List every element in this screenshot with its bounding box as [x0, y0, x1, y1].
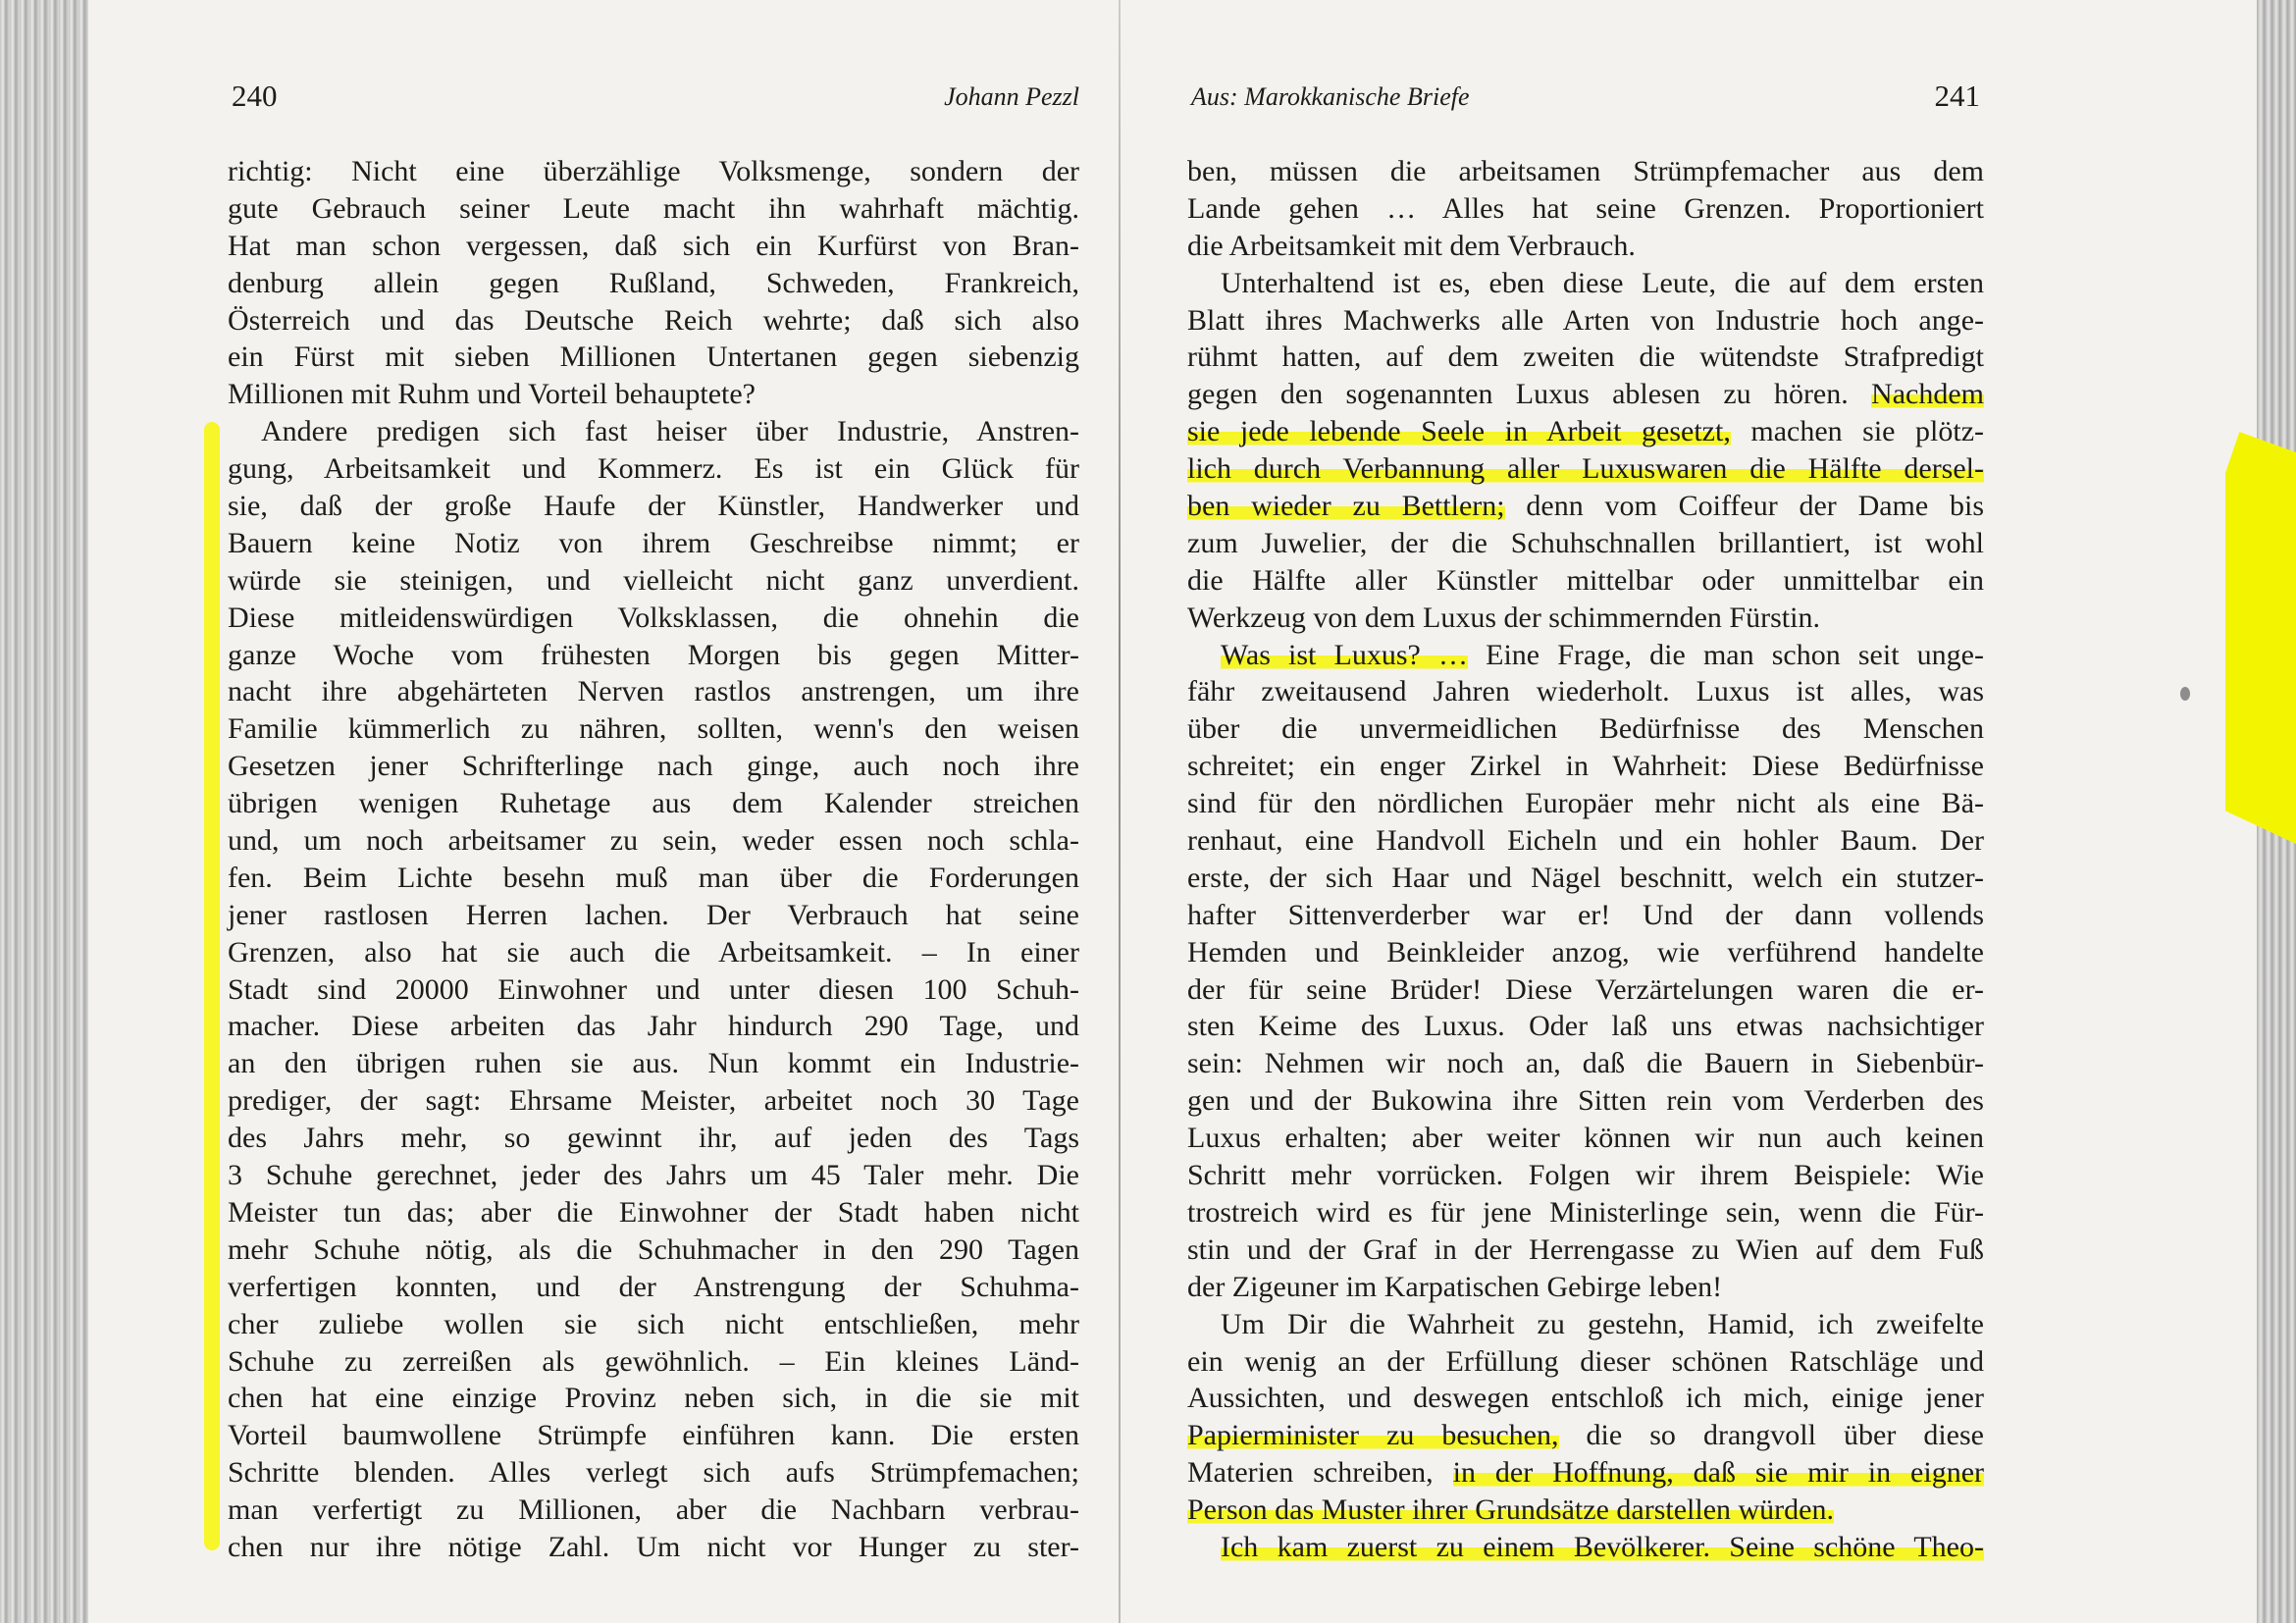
text-line [1187, 785, 1984, 822]
text-segment: rühmt hatten, auf dem zweiten die wütendste Strafpredigt [1187, 340, 1984, 374]
text-line: Österreich und das Deutsche Reich wehrte; daß sich also [228, 303, 1079, 337]
text-line [1187, 376, 1984, 413]
text-line [1187, 1380, 1984, 1417]
text-segment: Schritt mehr vorrücken. Folgen wir ihrem Beispiele: Wie [1187, 1159, 1984, 1192]
text-line: würde sie steinigen, und vielleicht nicht ganz unverdient. [228, 563, 1079, 597]
text-line [1187, 525, 1984, 562]
scan-left-edge [0, 0, 88, 1623]
highlighted-text: ben wieder zu Bettlern; [1187, 490, 1505, 523]
text-line: Stadt sind 20000 Einwohner und unter diesen 100 Schuh- [228, 972, 1079, 1006]
text-line: nacht ihre abgehärteten Nerven rastlos anstrengen, um ihre [228, 675, 1079, 708]
text-line [1187, 1082, 1984, 1120]
text-line: Meister tun das; aber die Einwohner der Stadt haben nicht [228, 1195, 1079, 1229]
text-segment: Hemden und Beinkleider anzog, wie verführend handelte [1187, 935, 1984, 969]
text-line: Hat man schon vergessen, daß sich ein Kurfürst von Bran- [228, 229, 1079, 262]
text-line: ein Fürst mit sieben Millionen Untertanen gegen siebenzig [228, 340, 1079, 374]
text-line: an den übrigen ruhen sie aus. Nun kommt ein Industrie- [228, 1047, 1079, 1080]
text-line: Grenzen, also hat sie auch die Arbeitsamkeit. – In einer [228, 935, 1079, 969]
text-line [1187, 1194, 1984, 1231]
text-line: des Jahrs mehr, so gewinnt ihr, auf jeden des Tags [228, 1122, 1079, 1155]
left-page-header [228, 79, 1079, 126]
text-line [1187, 450, 1984, 488]
text-segment: der Zigeuner im Karpatischen Gebirge leben! [1187, 1270, 1723, 1303]
text-segment: gegen den sogenannten Luxus ablesen zu hören. [1187, 378, 1872, 411]
text-line: Millionen mit Ruhm und Vorteil behauptete? [228, 378, 756, 411]
text-segment: die Hälfte aller Künstler mittelbar oder unmittelbar ein [1187, 563, 1984, 597]
text-line: Schuhe zu zerreißen als gewöhnlich. – Ein kleines Länd- [228, 1344, 1079, 1378]
margin-highlight-stroke [204, 422, 220, 1550]
right-page-body [1187, 153, 1984, 1566]
text-line: Schritte blenden. Alles verlegt sich aufs Strümpfemachen; [228, 1456, 1079, 1490]
text-segment: Blatt ihres Machwerks alle Arten von Industrie hoch ange- [1187, 303, 1984, 337]
text-segment: sten Keime des Luxus. Oder laß uns etwas nachsichtiger [1187, 1010, 1984, 1043]
right-running-head: Aus: Marokkanische Briefe [1191, 82, 1470, 111]
text-segment: zum Juwelier, der die Schuhschnallen brillantiert, ist wohl [1187, 526, 1984, 559]
highlighted-text: Person das Muster ihrer Grundsätze darstellen würden. [1187, 1493, 1834, 1527]
text-line [1187, 1492, 1984, 1529]
left-page [228, 0, 1079, 1623]
text-line [1187, 190, 1984, 228]
text-segment: schreitet; ein enger Zirkel in Wahrheit: Diese Bedürfnisse [1187, 750, 1984, 783]
text-line [1187, 1529, 1984, 1566]
text-line [1187, 413, 1984, 450]
text-line [1187, 897, 1984, 934]
text-segment: Luxus erhalten; aber weiter können wir nun auch keinen [1187, 1122, 1984, 1155]
text-segment: renhaut, eine Handvoll Eicheln und ein hohler Baum. Der [1187, 824, 1984, 858]
right-page-header [1187, 79, 1984, 126]
text-line [1187, 339, 1984, 376]
text-segment: machen sie plötz- [1730, 415, 1984, 448]
text-line [1187, 673, 1984, 710]
text-line [1187, 1269, 1984, 1306]
highlighted-text: Ich kam zuerst zu einem Bevölkerer. Seine schöne Theo- [1221, 1530, 1984, 1563]
text-line: sie, daß der große Haufe der Künstler, Handwerker und [228, 490, 1079, 523]
text-line [1187, 1008, 1984, 1045]
text-line [1187, 1045, 1984, 1082]
text-line [1187, 1306, 1984, 1343]
text-line [1187, 822, 1984, 860]
text-line: übrigen wenigen Ruhetage aus dem Kalender streichen [228, 787, 1079, 820]
text-line [1187, 265, 1984, 302]
text-line: gute Gebrauch seiner Leute macht ihn wahrhaft mächtig. [228, 191, 1079, 225]
text-line: Vorteil baumwollene Strümpfe einführen kann. Die ersten [228, 1419, 1079, 1452]
text-line [1187, 600, 1984, 637]
text-line: Andere predigen sich fast heiser über Industrie, Anstren- [261, 415, 1079, 448]
text-line: und, um noch arbeitsamer zu sein, weder essen noch schla- [228, 824, 1079, 858]
left-page-body [228, 153, 1079, 1566]
text-segment: sind für den nördlichen Europäer mehr nicht als eine Bä- [1187, 787, 1984, 820]
text-line [1187, 1417, 1984, 1454]
text-line: richtig: Nicht eine überzählige Volksmenge, sondern der [228, 155, 1079, 187]
text-segment: die so drangvoll über diese [1558, 1419, 1984, 1452]
text-segment: hafter Sittenverderber war er! Und der dann vollends [1187, 898, 1984, 931]
text-segment: über die unvermeidlichen Bedürfnisse des Menschen [1187, 712, 1984, 746]
left-running-head: Johann Pezzl [944, 82, 1079, 111]
book-gutter [1119, 0, 1121, 1623]
text-line [1187, 1343, 1984, 1381]
text-line: macher. Diese arbeiten das Jahr hindurch 290 Tage, und [228, 1010, 1079, 1043]
text-line: prediger, der sagt: Ehrsame Meister, arbeitet noch 30 Tage [228, 1084, 1079, 1118]
text-line [1187, 637, 1984, 674]
right-page-number: 241 [1934, 79, 1980, 113]
text-segment: die Arbeitsamkeit mit dem Verbrauch. [1187, 229, 1636, 262]
text-line [1187, 1120, 1984, 1157]
text-line: chen hat eine einzige Provinz neben sich, in die sie mit [228, 1382, 1079, 1415]
highlighted-text: Nachdem [1871, 378, 1984, 411]
text-segment: Materien schreiben, [1187, 1456, 1453, 1490]
text-line: cher zuliebe wollen sie sich nicht entschließen, mehr [228, 1307, 1079, 1340]
text-segment: sein: Nehmen wir noch an, daß die Bauern in Siebenbür- [1187, 1047, 1984, 1080]
text-line [1187, 1157, 1984, 1194]
text-line [1187, 710, 1984, 748]
text-segment: ein wenig an der Erfüllung dieser schönen Ratschläge und [1187, 1344, 1984, 1378]
text-line: ganze Woche vom frühesten Morgen bis gegen Mitter- [228, 638, 1079, 671]
highlighted-text: sie jede lebende Seele in Arbeit gesetzt, [1187, 415, 1731, 448]
text-line [1187, 971, 1984, 1009]
text-segment: Unterhaltend ist es, eben diese Leute, die auf dem ersten [1221, 266, 1984, 299]
text-line: mehr Schuhe nötig, als die Schuhmacher in den 290 Tagen [228, 1232, 1079, 1266]
text-segment: Eine Frage, die man schon seit unge- [1467, 638, 1984, 671]
text-line [1187, 302, 1984, 340]
text-segment: Lande gehen … Alles hat seine Grenzen. Proportioniert [1187, 191, 1984, 225]
text-line: denburg allein gegen Rußland, Schweden, Frankreich, [228, 266, 1079, 299]
text-line: 3 Schuhe gerechnet, jeder des Jahrs um 45 Taler mehr. Die [228, 1159, 1079, 1192]
text-segment: der für seine Brüder! Diese Verzärtelungen waren die er- [1187, 972, 1984, 1006]
text-line [1187, 488, 1984, 525]
text-segment: Um Dir die Wahrheit zu gestehn, Hamid, ich zweifelte [1221, 1307, 1984, 1340]
text-line: chen nur ihre nötige Zahl. Um nicht vor Hunger zu ster- [228, 1530, 1079, 1563]
text-line: verfertigen konnten, und der Anstrengung der Schuhma- [228, 1270, 1079, 1303]
text-line: fen. Beim Lichte besehn muß man über die Forderungen [228, 861, 1079, 894]
text-segment: Werkzeug von dem Luxus der schimmernden Fürstin. [1187, 601, 1820, 634]
text-segment: gen und der Bukowina ihre Sitten rein vom Verderben des [1187, 1084, 1984, 1118]
text-segment: Aussichten, und deswegen entschloß ich mich, einige jener [1187, 1382, 1984, 1415]
text-line: Bauern keine Notiz von ihrem Geschreibse nimmt; er [228, 526, 1079, 559]
left-page-number: 240 [232, 79, 278, 113]
scan-dust-dot [2180, 687, 2190, 701]
text-line: Gesetzen jener Schrifterlinge nach ginge, auch noch ihre [228, 750, 1079, 783]
text-line [1187, 748, 1984, 785]
highlighted-text: Papierminister zu besuchen, [1187, 1419, 1559, 1452]
text-line: gung, Arbeitsamkeit und Kommerz. Es ist ein Glück für [228, 452, 1079, 486]
highlighted-text: lich durch Verbannung aller Luxuswaren die Hälfte dersel- [1187, 452, 1984, 486]
text-line [1187, 153, 1984, 190]
text-segment: erste, der sich Haar und Nägel beschnitt, welch ein stutzer- [1187, 861, 1984, 894]
text-segment: trostreich wird es für jene Ministerlinge sein, wenn die Für- [1187, 1195, 1984, 1229]
highlighted-text: Was ist Luxus? … [1221, 638, 1468, 671]
text-line [1187, 934, 1984, 971]
sticky-note-tab [2225, 432, 2296, 844]
text-line: man verfertigt zu Millionen, aber die Nachbarn verbrau- [228, 1493, 1079, 1527]
text-segment: fähr zweitausend Jahren wiederholt. Luxus ist alles, was [1187, 675, 1984, 708]
text-line: Diese mitleidenswürdigen Volksklassen, die ohnehin die [228, 601, 1079, 634]
highlighted-text: in der Hoffnung, daß sie mir in eigner [1452, 1456, 1984, 1490]
text-segment: ben, müssen die arbeitsamen Strümpfemacher aus dem [1187, 155, 1984, 187]
right-page [1187, 0, 1984, 1623]
text-line: Familie kümmerlich zu nähren, sollten, wenn's den weisen [228, 712, 1079, 746]
text-line [1187, 860, 1984, 897]
text-segment: denn vom Coiffeur der Dame bis [1504, 490, 1984, 523]
text-segment: stin und der Graf in der Herrengasse zu Wien auf dem Fuß [1187, 1232, 1984, 1266]
text-line [1187, 228, 1984, 265]
text-line [1187, 1454, 1984, 1492]
text-line [1187, 562, 1984, 600]
text-line: jener rastlosen Herren lachen. Der Verbrauch hat seine [228, 898, 1079, 931]
text-line [1187, 1231, 1984, 1269]
